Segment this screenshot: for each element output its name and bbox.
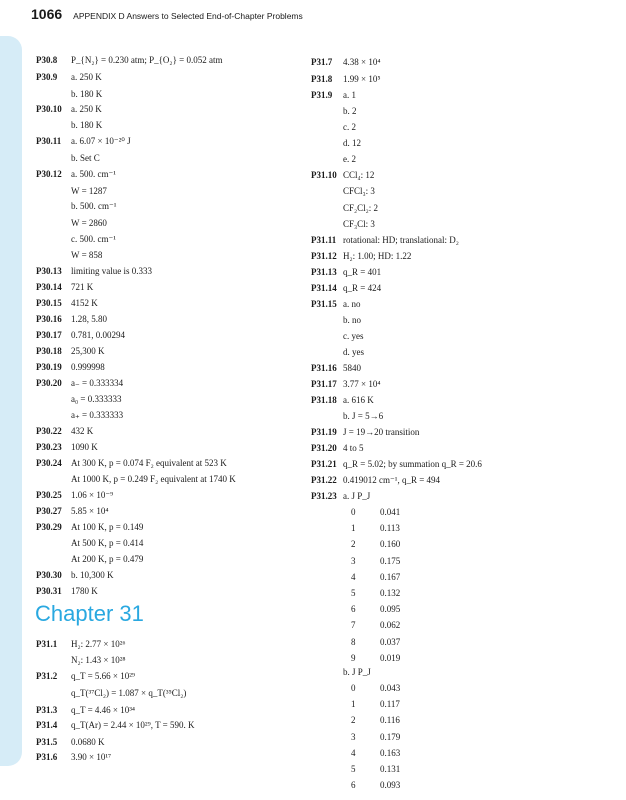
answer-text: b. Set C	[71, 153, 100, 163]
j-value: 0	[351, 507, 356, 517]
answer-text: P_{N₂} = 0.230 atm; P_{O₂} = 0.052 atm	[71, 55, 223, 65]
answer-text: At 200 K, p = 0.479	[71, 554, 144, 564]
page-header	[31, 6, 303, 24]
problem-number: P30.17	[36, 330, 62, 340]
answer-text: a. J P_J	[343, 491, 371, 501]
problem-number: P30.12	[36, 169, 62, 179]
problem-number: P31.15	[311, 299, 337, 309]
answer-text: CF₂Cl₂: 2	[343, 203, 379, 213]
problem-number: P30.30	[36, 570, 62, 580]
answer-text: W = 2860	[71, 218, 107, 228]
problem-number: P30.18	[36, 346, 62, 356]
answer-line	[311, 57, 381, 67]
problem-number: P31.3	[36, 705, 58, 715]
answer-line	[36, 705, 136, 715]
running-title: APPENDIX D Answers to Selected End-of-Chapter Problems	[73, 11, 303, 21]
answer-text: d. yes	[343, 347, 364, 357]
problem-number: P31.8	[311, 74, 333, 84]
problem-number: P30.9	[36, 72, 58, 82]
answer-text: 5.85 × 10⁴	[71, 506, 109, 516]
problem-number: P30.25	[36, 490, 62, 500]
j-value: 2	[351, 539, 356, 550]
j-value: 7	[351, 620, 356, 631]
probability-value: 0.037	[380, 636, 401, 647]
answer-text: b. 180 K	[71, 89, 103, 99]
answer-text: b. J = 5→6	[343, 411, 384, 421]
answer-text: rotational: HD; translational: D₂	[343, 235, 459, 245]
answer-text: c. 2	[343, 122, 356, 132]
answer-line	[311, 90, 356, 100]
j-value: 2	[351, 715, 356, 726]
answer-text: d. 12	[343, 138, 361, 148]
answer-text: a₊ = 0.333333	[71, 410, 124, 420]
answer-text: 1090 K	[71, 442, 98, 452]
probability-value: 0.019	[380, 652, 401, 663]
answer-line	[36, 737, 105, 747]
answer-text: 1.28, 5.80	[71, 314, 107, 324]
problem-number: P31.17	[311, 379, 337, 389]
answer-line	[36, 522, 144, 532]
answer-text: 432 K	[71, 426, 94, 436]
answer-line	[311, 475, 441, 485]
answer-line	[36, 104, 102, 114]
answer-text: b. 180 K	[71, 120, 103, 130]
answer-text: q_R = 424	[343, 283, 382, 293]
j-value: 1	[351, 699, 356, 710]
probability-value: 0.175	[380, 555, 401, 566]
answer-text: a. 250 K	[71, 104, 102, 114]
answer-line	[311, 395, 374, 405]
answer-text: 721 K	[71, 282, 94, 292]
answer-text: 4 to 5	[343, 443, 364, 453]
answer-text: limiting value is 0.333	[71, 266, 152, 276]
problem-number: P31.19	[311, 427, 337, 437]
problem-number: P30.27	[36, 506, 62, 516]
j-value: 4	[351, 747, 356, 758]
answer-text: q_T(³⁷Cl₂) = 1.087 × q_T(³⁵Cl₂)	[71, 688, 187, 698]
j-value: 0	[351, 683, 356, 693]
answer-text: a. 616 K	[343, 395, 374, 405]
answer-line	[36, 314, 107, 324]
problem-number: P30.19	[36, 362, 62, 372]
j-value: 6	[351, 780, 356, 791]
problem-number: P31.2	[36, 671, 58, 681]
chapter-edge-tab	[0, 36, 22, 766]
probability-value: 0.113	[380, 523, 400, 534]
answer-text: H₂: 2.77 × 10²⁶	[71, 639, 126, 649]
problem-number: P31.22	[311, 475, 337, 485]
answer-text: 3.90 × 10¹⁷	[71, 752, 112, 762]
answer-line	[36, 586, 98, 596]
answer-text: H₂: 1.00; HD: 1.22	[343, 251, 412, 261]
probability-value: 0.093	[380, 780, 401, 791]
answer-line	[311, 363, 361, 373]
answer-line	[36, 426, 94, 436]
answer-line	[36, 282, 94, 292]
answer-text: a. 1	[343, 90, 356, 100]
probability-value: 0.179	[380, 731, 401, 742]
problem-number: P31.1	[36, 639, 58, 649]
j-value: 3	[351, 731, 356, 742]
answer-line	[36, 330, 125, 340]
problem-number: P31.11	[311, 235, 337, 245]
answer-text: At 300 K, p = 0.074 F₂ equivalent at 523 K	[71, 458, 227, 468]
problem-number: P30.22	[36, 426, 62, 436]
answer-text: 1780 K	[71, 586, 98, 596]
answer-line	[36, 752, 112, 762]
problem-number: P30.31	[36, 586, 62, 596]
problem-number: P31.20	[311, 443, 337, 453]
answer-text: q_T(Ar) = 2.44 × 10²⁹, T = 590. K	[71, 720, 195, 730]
answer-text: W = 1287	[71, 186, 107, 196]
answer-text: a₋ = 0.333334	[71, 378, 124, 388]
answer-text: a. no	[343, 299, 361, 309]
j-value: 3	[351, 555, 356, 566]
problem-number: P30.29	[36, 522, 62, 532]
answer-line	[36, 169, 116, 179]
answer-line	[36, 442, 98, 452]
answer-text: a₀ = 0.333333	[71, 394, 122, 404]
answer-line	[36, 639, 126, 649]
probability-value: 0.117	[380, 699, 400, 710]
answer-line	[311, 170, 375, 180]
answer-line	[311, 491, 371, 501]
problem-number: P31.21	[311, 459, 337, 469]
answer-line	[36, 671, 136, 681]
answer-text: J = 19→20 transition	[343, 427, 420, 437]
probability-value: 0.043	[380, 683, 401, 693]
page-number: 1066	[31, 6, 63, 22]
answer-text: N₂: 1.43 × 10²⁸	[71, 655, 126, 665]
problem-number: P30.15	[36, 298, 62, 308]
problem-number: P31.9	[311, 90, 333, 100]
problem-number: P31.23	[311, 491, 337, 501]
probability-value: 0.167	[380, 571, 401, 582]
j-value: 5	[351, 588, 356, 598]
j-value: 9	[351, 652, 356, 663]
answer-text: 4152 K	[71, 298, 98, 308]
j-value: 5	[351, 764, 356, 774]
answer-text: q_T = 4.46 × 10³⁴	[71, 705, 136, 715]
probability-value: 0.116	[380, 715, 400, 726]
answer-line	[36, 378, 124, 388]
answer-line	[311, 427, 420, 437]
answer-text: b. 10,300 K	[71, 570, 114, 580]
problem-number: P31.5	[36, 737, 58, 747]
answer-line	[36, 346, 105, 356]
problem-number: P31.7	[311, 57, 333, 67]
answer-line	[311, 235, 459, 245]
problem-number: P30.11	[36, 136, 62, 146]
answer-text: 0.0680 K	[71, 737, 105, 747]
table-b-header: b. J P_J	[343, 667, 371, 677]
probability-value: 0.041	[380, 507, 401, 517]
answer-line	[311, 74, 381, 84]
answer-text: W = 858	[71, 250, 103, 260]
j-value: 4	[351, 571, 356, 582]
answer-line	[36, 570, 114, 580]
problem-number: P30.23	[36, 442, 62, 452]
answer-line	[311, 443, 364, 453]
answer-text: CCl₄: 12	[343, 170, 375, 180]
problem-number: P31.10	[311, 170, 337, 180]
answer-text: 1.99 × 10⁵	[343, 74, 381, 84]
answer-text: b. 2	[343, 106, 357, 116]
problem-number: P31.13	[311, 267, 337, 277]
answer-line	[36, 362, 105, 372]
answer-text: 0.781, 0.00294	[71, 330, 125, 340]
answer-line	[36, 506, 109, 516]
answer-text: 4.38 × 10⁴	[343, 57, 381, 67]
answer-text: 3.77 × 10⁴	[343, 379, 381, 389]
answer-line	[311, 283, 382, 293]
answer-line	[36, 298, 98, 308]
answer-text: CFCl₃: 3	[343, 186, 375, 196]
j-value: 6	[351, 604, 356, 615]
probability-value: 0.062	[380, 620, 401, 631]
chapter-heading: Chapter 31	[35, 601, 144, 626]
problem-number: P30.16	[36, 314, 62, 324]
answer-text: q_R = 5.02; by summation q_R = 20.6	[343, 459, 482, 469]
probability-value: 0.160	[380, 539, 401, 550]
answer-line	[36, 720, 195, 730]
answer-text: At 1000 K, p = 0.249 F₂ equivalent at 1740 K	[71, 474, 236, 484]
answer-line	[36, 490, 114, 500]
problem-number: P31.4	[36, 720, 58, 730]
answer-text: q_R = 401	[343, 267, 382, 277]
answer-text: 1.06 × 10⁻⁹	[71, 490, 114, 500]
answer-text: a. 250 K	[71, 72, 102, 82]
answer-text: 0.419012 cm⁻¹, q_R = 494	[343, 475, 441, 485]
answer-text: a. 500. cm⁻¹	[71, 169, 116, 179]
j-value: 8	[351, 636, 356, 647]
answer-text: c. 500. cm⁻¹	[71, 234, 116, 244]
answer-text: q_T = 5.66 × 10²⁹	[71, 671, 136, 681]
answer-text: 0.999998	[71, 362, 105, 372]
problem-number: P31.6	[36, 752, 58, 762]
answer-text: CF₃Cl: 3	[343, 219, 375, 229]
problem-number: P30.24	[36, 458, 62, 468]
j-value: 1	[351, 523, 356, 534]
probability-value: 0.131	[380, 764, 401, 774]
answer-line	[311, 267, 382, 277]
problem-number: P31.16	[311, 363, 337, 373]
probability-value: 0.095	[380, 604, 401, 615]
problem-number: P30.20	[36, 378, 62, 388]
answer-line	[36, 72, 102, 82]
answer-text: 25,300 K	[71, 346, 105, 356]
probability-value: 0.132	[380, 588, 401, 598]
answer-text: a. 6.07 × 10⁻²⁰ J	[71, 136, 131, 146]
answer-line	[36, 136, 131, 146]
answer-text: b. 500. cm⁻¹	[71, 201, 117, 211]
answer-line	[36, 266, 152, 276]
problem-number: P30.8	[36, 55, 58, 65]
answer-text: 5840	[343, 363, 361, 373]
problem-number: P30.10	[36, 104, 62, 114]
answer-text: c. yes	[343, 331, 364, 341]
answer-line	[36, 458, 227, 468]
problem-number: P30.14	[36, 282, 62, 292]
answer-text: At 500 K, p = 0.414	[71, 538, 144, 548]
problem-number: P31.12	[311, 251, 337, 261]
answer-line	[311, 299, 361, 309]
answer-line	[36, 55, 223, 65]
answer-line	[311, 379, 381, 389]
problem-number: P30.13	[36, 266, 62, 276]
problem-number: P31.14	[311, 283, 337, 293]
problem-number: P31.18	[311, 395, 337, 405]
answer-text: At 100 K, p = 0.149	[71, 522, 144, 532]
answer-text: e. 2	[343, 154, 356, 164]
probability-value: 0.163	[380, 747, 401, 758]
answer-line	[311, 251, 412, 261]
answer-line	[311, 459, 482, 469]
answer-text: b. no	[343, 315, 361, 325]
